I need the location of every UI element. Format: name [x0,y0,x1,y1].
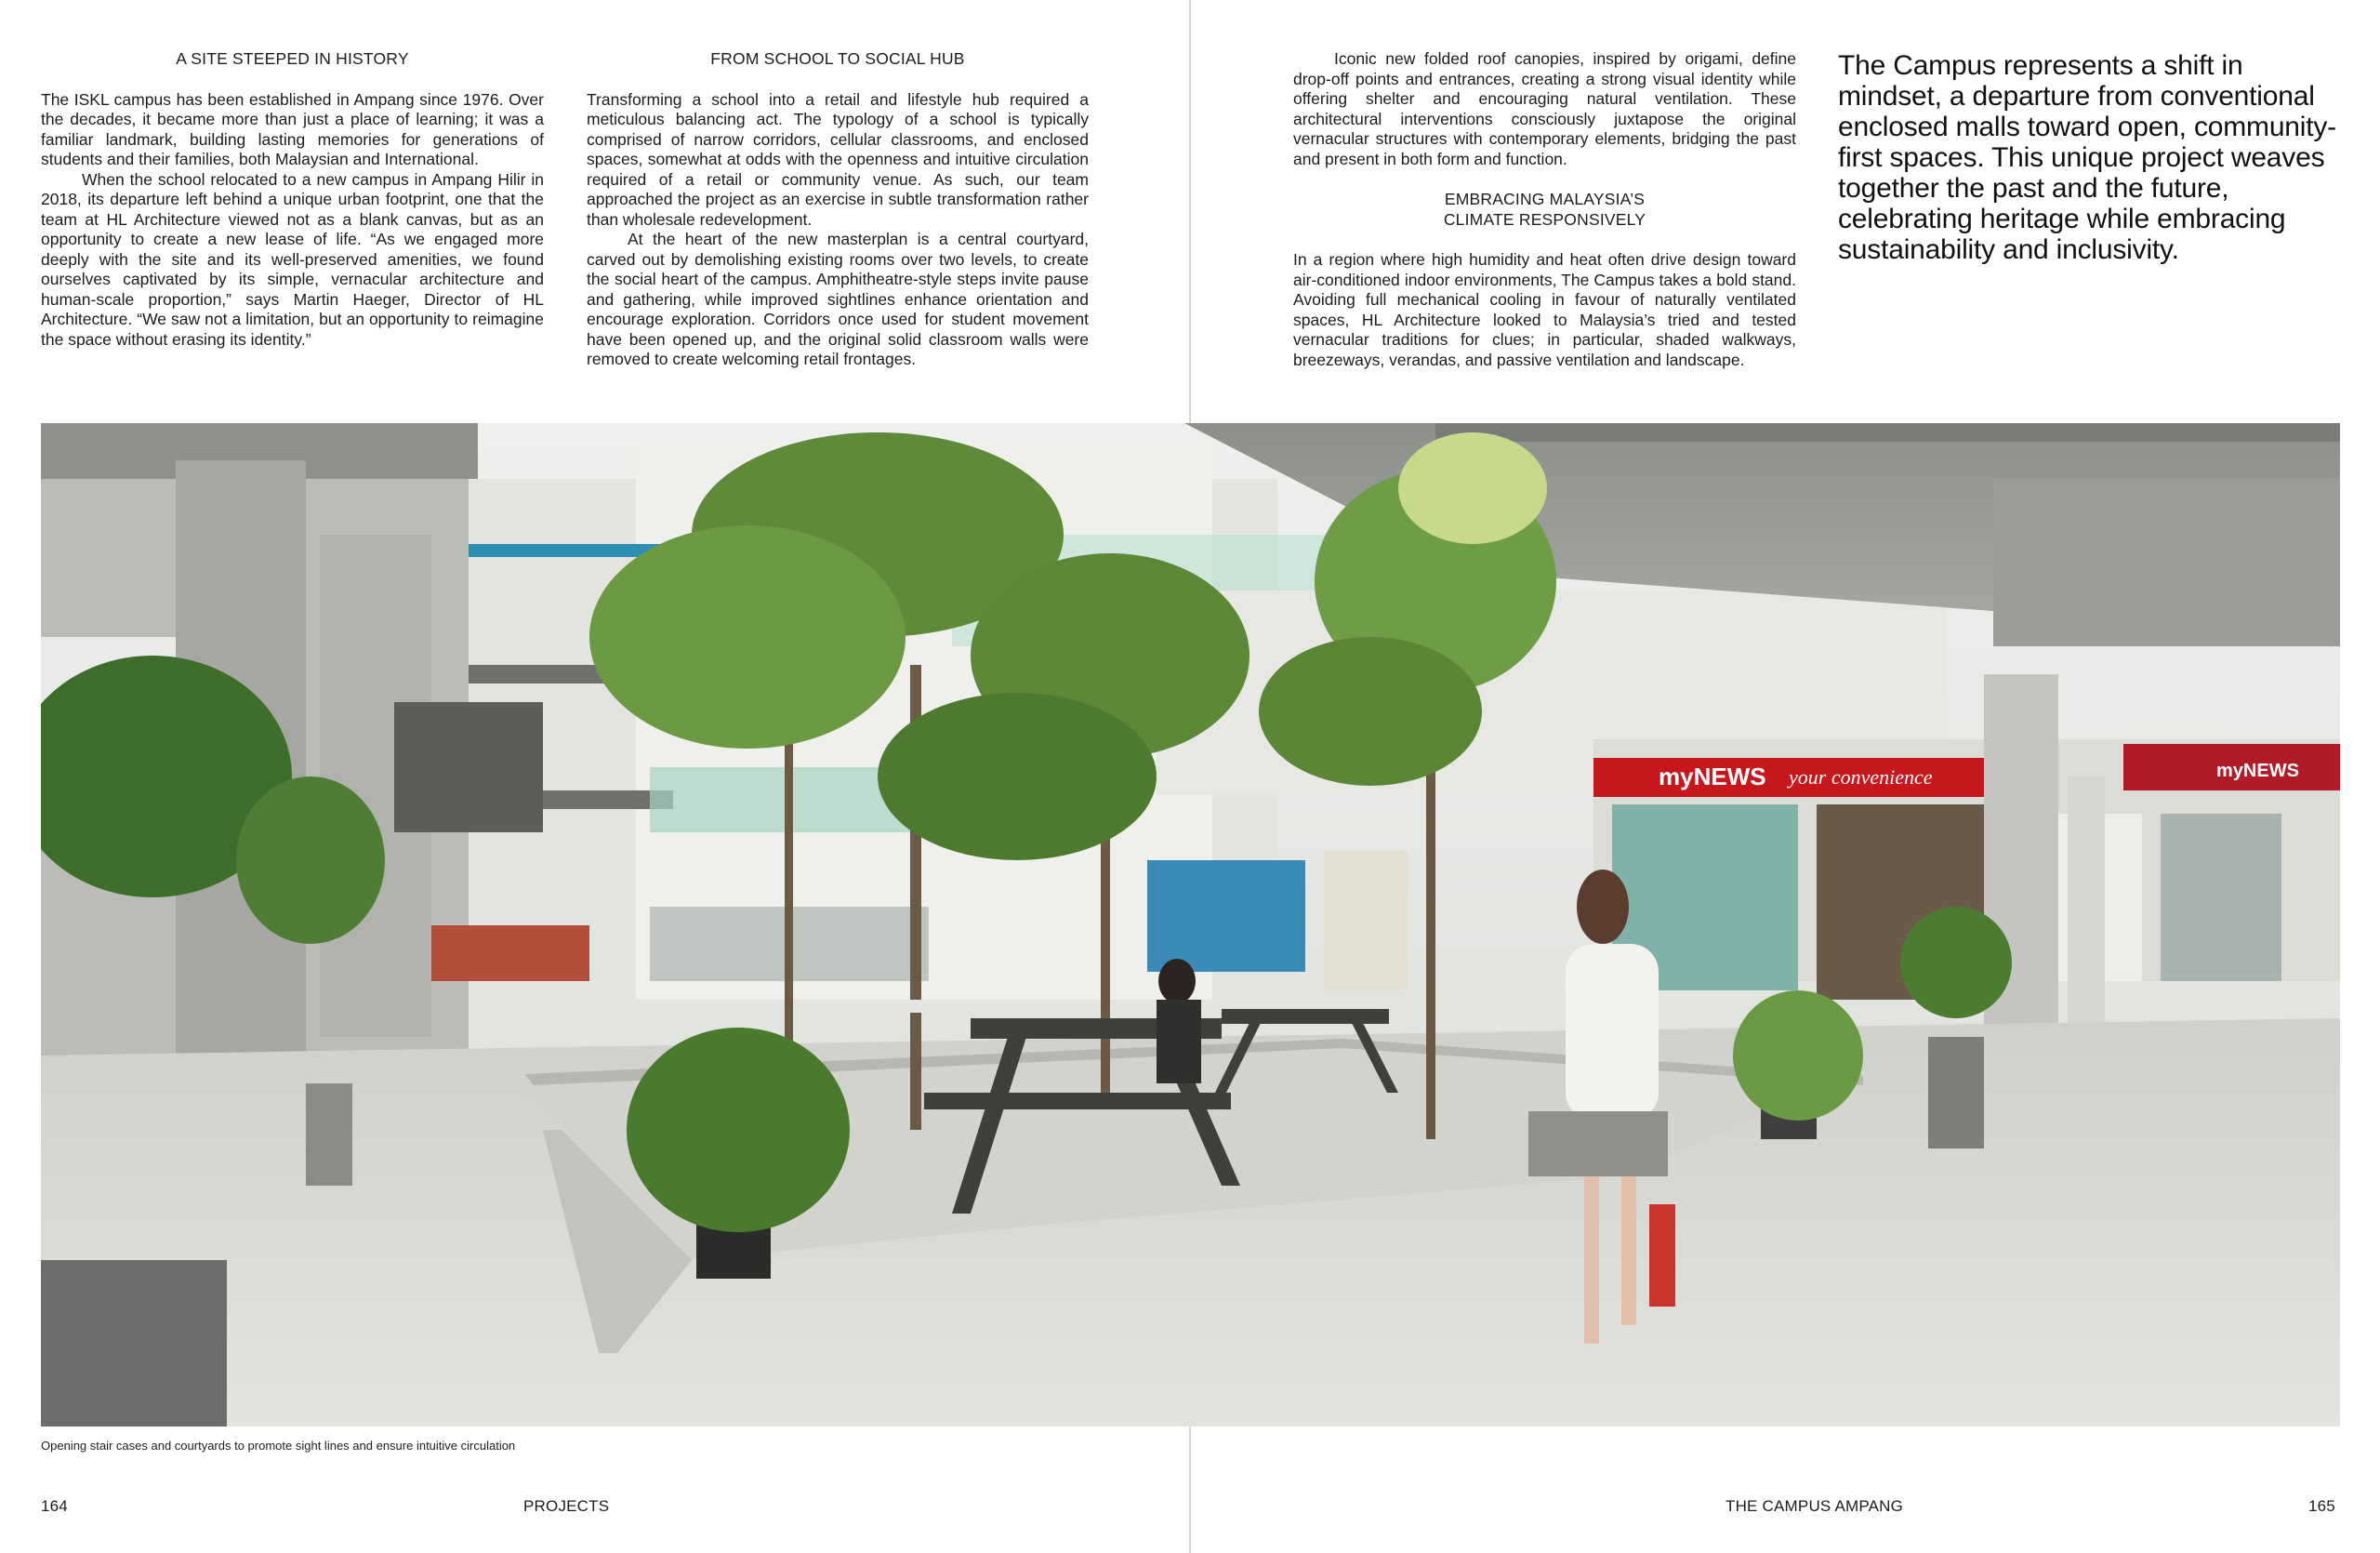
store-tagline: your convenience [1789,765,1933,789]
body-paragraph: Iconic new folded roof canopies, inspired by origami, define drop-off points and entrances, creating a strong visual identity while offering shelter and encouraging natural ventilation. These architectural interventions consciously juxtapose the original vernacular structures with contemporary elements, bridging the past and present in both form and function. [1293,49,1796,168]
body-paragraph: At the heart of the new masterplan is a central courtyard, carved out by demolishing existing rooms over two levels, to create the social heart of the campus. Amphitheatre-style steps invite pause and gathering, while improved sightlines enhance orientation and encourage exploration. Corridors once used for student movement have been opened up, and the original solid classroom walls were removed to create welcoming retail frontages. [587,230,1089,368]
pull-quote: The Campus represents a shift in mindset, a departure from conventional enclosed malls toward open, community-first spaces. This unique project weaves together the past and the future, celebrating heritage while embracing sustainability and inclusivity. [1838,50,2336,265]
section-heading-climate [1293,190,1796,230]
section-heading-social-hub: FROM SCHOOL TO SOCIAL HUB [710,49,965,68]
heading-line: CLIMATE RESPONSIVELY [1443,209,1646,229]
section-heading-history: A SITE STEEPED IN HISTORY [176,49,409,68]
article-column-2 [587,49,1089,370]
photo-caption: Opening stair cases and courtyards to promote sight lines and ensure intuitive circulation [41,1439,516,1453]
article-column-1 [41,49,544,350]
body-paragraph: Transforming a school into a retail and lifestyle hub required a meticulous balancing act. The typology of a school is typically comprised of narrow corridors, cellular classrooms, and enclosed spaces, somewhat at odds with the openness and intuitive circulation required of a retail or community venue. As such, our team approached the project as an exercise in subtle transformation rather than wholesale redevelopment. [587,89,1089,229]
running-section-left: PROJECTS [523,1497,610,1515]
page-number-right: 165 [2308,1497,2335,1515]
body-paragraph: When the school relocated to a new campus in Ampang Hilir in 2018, its departure left behind a unique urban footprint, one that the team at HL Architecture viewed not as a blank canvas, but as an opportunity to create a new lease of life. “As we engaged more deeply with the site and its well-preserved amenities, we found ourselves captivated by its simple, vernacular architecture and human-scale proportion,” says Martin Haeger, Director of HL Architecture. “We saw not a limitation, but an opportunity to reimagine the space without erasing its identity.” [41,169,544,349]
page-number-left: 164 [41,1497,68,1515]
body-paragraph: In a region where high humidity and heat often drive design toward air-conditioned indoor environments, The Campus takes a bold stand. Avoiding full mechanical cooling in favour of naturally ventilated spaces, HL Architecture looked to Malaysia’s tried and tested vernacular traditions for clues; in particular, shaded walkways, breezeways, verandas, and passive ventilation and landscape. [1293,250,1796,369]
heading-line: EMBRACING MALAYSIA’S [1444,190,1646,208]
running-section-right: THE CAMPUS AMPANG [1726,1497,1904,1515]
body-paragraph: The ISKL campus has been established in Ampang since 1976. Over the decades, it became more than just a place of learning; it was a familiar landmark, building lasting memories for generations of students and their families, both Malaysian and International. [41,89,544,168]
store-sign-secondary: myNEWS [2216,761,2299,781]
article-column-3 [1293,49,1796,370]
courtyard-photo [41,423,2340,1427]
store-sign: myNEWS [1659,763,1766,790]
